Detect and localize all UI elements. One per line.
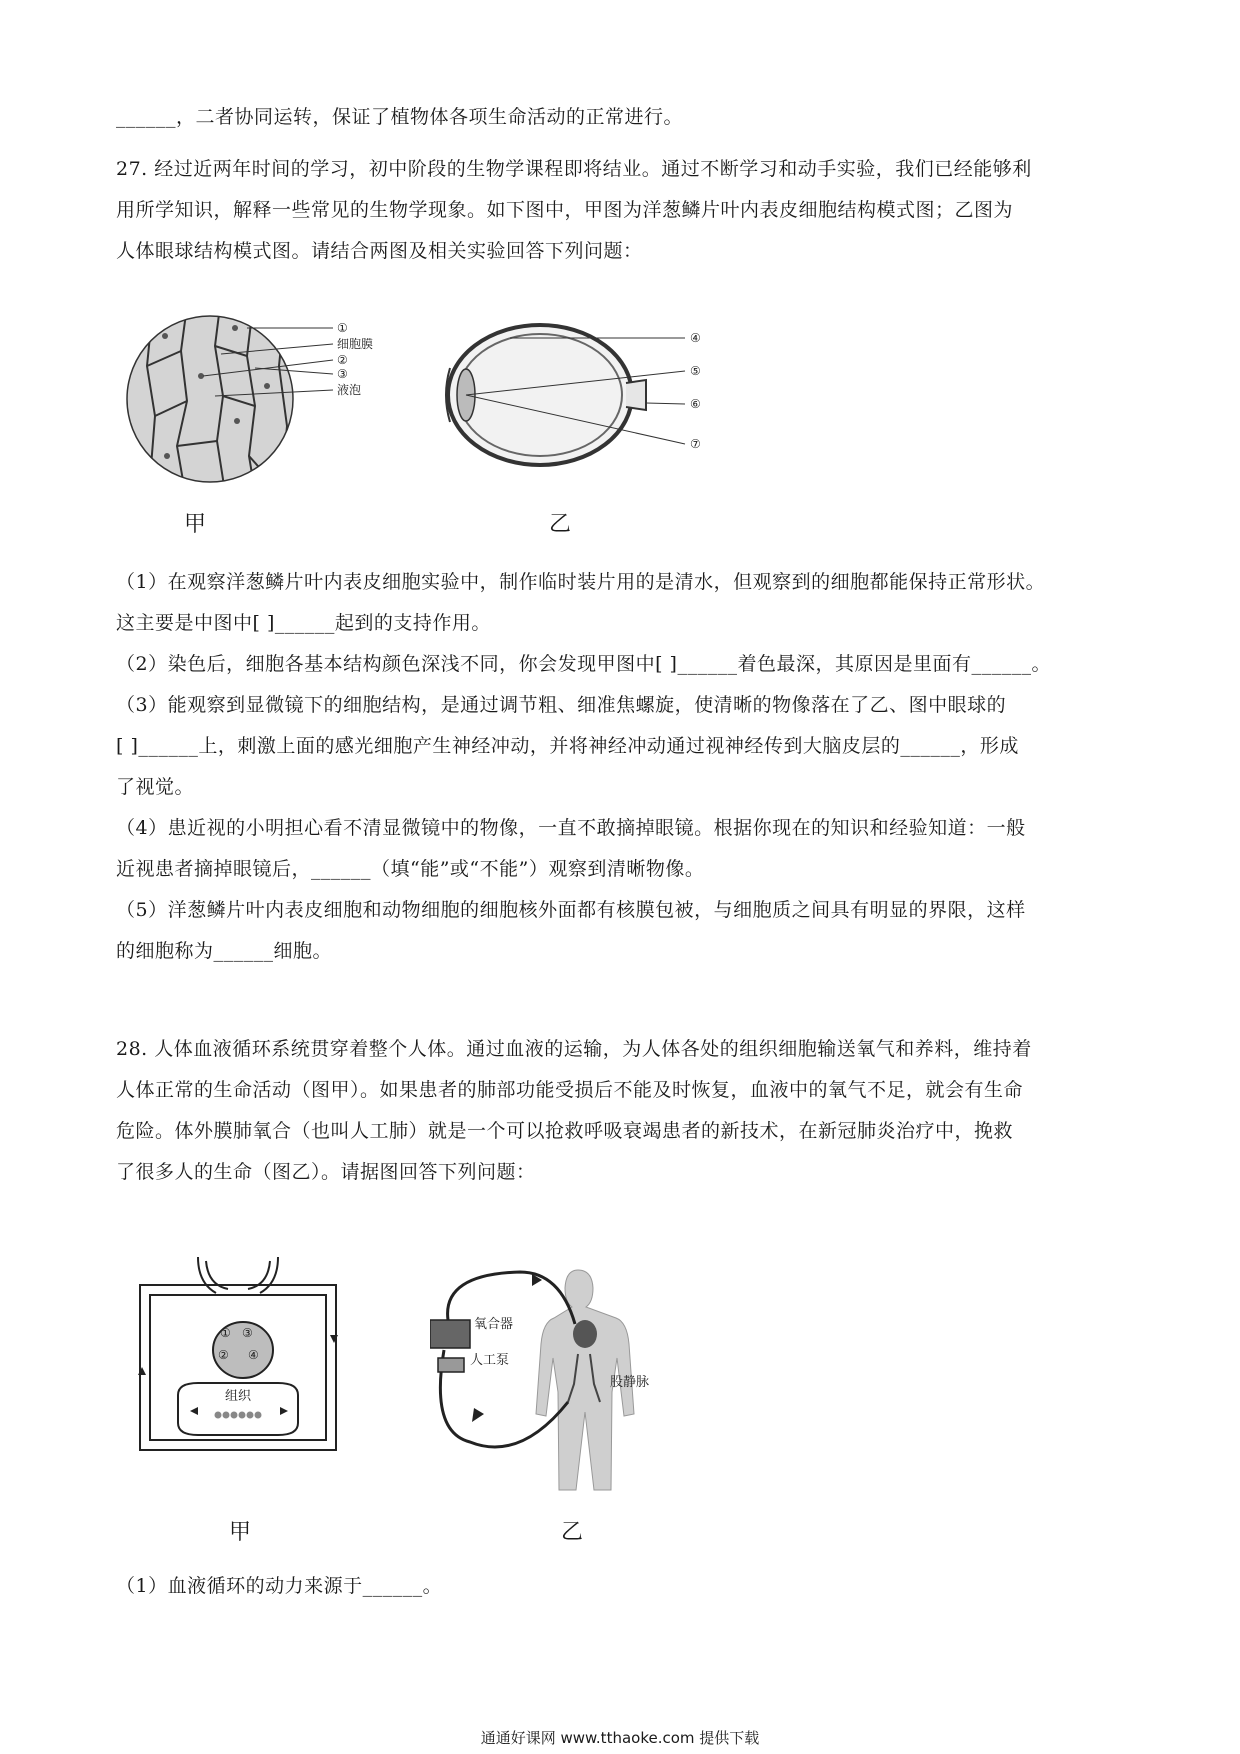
- q27-question-5-line: 的细胞称为______细胞。: [116, 940, 333, 962]
- q27-stem-line: 用所学知识，解释一些常见的生物学现象。如下图中，甲图为洋葱鳞片叶内表皮细胞结构模式图；乙图为: [116, 199, 1014, 221]
- q27-figure-yi-eyeball: [440, 318, 720, 473]
- label-2: ②: [337, 353, 348, 367]
- q26-tail: ______，二者协同运转，保证了植物体各项生命活动的正常进行。: [116, 106, 684, 128]
- heart-chamber-4: ④: [248, 1348, 259, 1362]
- ecmo-heart-icon: [573, 1320, 597, 1348]
- q27-question-5-line: （5）洋葱鳞片叶内表皮细胞和动物细胞的细胞核外面都有核膜包被，与细胞质之间具有明显的界限，这样: [116, 899, 1026, 921]
- q27-question-1-line: （1）在观察洋葱鳞片叶内表皮细胞实验中，制作临时装片用的是清水，但观察到的细胞都能保持正常形状。: [116, 571, 1046, 593]
- q27-question-4-line: （4）患近视的小明担心看不清显微镜中的物像，一直不敢摘掉眼镜。根据你现在的知识和经验知道：一般: [116, 817, 1026, 839]
- tissue-label: 组织: [225, 1389, 252, 1404]
- tissue-cells: [215, 1412, 262, 1419]
- optic-nerve: [626, 380, 646, 410]
- q28-caption-yi: 乙: [561, 1520, 584, 1545]
- q27-question-2-line: （2）染色后，细胞各基本结构颜色深浅不同，你会发现甲图中[ ]______着色最深，其原因是里面有______。: [116, 653, 1051, 675]
- q28-figure-yi-ecmo: [430, 1262, 675, 1494]
- tube-arrow-icon: [472, 1408, 484, 1422]
- q28-questions: [116, 1566, 1126, 1607]
- q28-stem-line: 了很多人的生命（图乙）。请据图回答下列问题：: [116, 1161, 536, 1183]
- oxygenator-device: [430, 1320, 470, 1348]
- label-pump: 人工泵: [470, 1353, 510, 1368]
- q27-caption-jia: 甲: [184, 512, 207, 537]
- label-7: ⑦: [690, 437, 701, 451]
- q28-stem: [116, 1029, 1126, 1193]
- label-1: ①: [337, 321, 348, 335]
- q27-question-3-line: 了视觉。: [116, 776, 195, 798]
- q27-stem-line: 27. 经过近两年时间的学习，初中阶段的生物学课程即将结业。通过不断学习和动手实验，我们已经能够利: [116, 158, 1032, 180]
- q27-questions: [116, 562, 1126, 972]
- q28-figure-jia-circulation: [138, 1255, 348, 1460]
- q27-stem: [116, 149, 1126, 272]
- heart-chamber-2: ②: [218, 1348, 229, 1362]
- label-3: ③: [337, 367, 348, 381]
- heart-chamber-1: ①: [220, 1326, 231, 1340]
- label-6: ⑥: [690, 397, 701, 411]
- pump-device: [438, 1358, 464, 1372]
- q27-question-3-line: [ ]______上，刺激上面的感光细胞产生神经冲动，并将神经冲动通过视神经传到大脑皮层的______，形成: [116, 735, 1019, 757]
- label-cell-membrane: 细胞膜: [337, 337, 374, 351]
- q27-question-4-line: 近视患者摘掉眼镜后，______（填“能”或“不能”）观察到清晰物像。: [116, 858, 705, 880]
- q27-question-3-line: （3）能观察到显微镜下的细胞结构，是通过调节粗、细准焦螺旋，使清晰的物像落在了乙、图中眼球的: [116, 694, 1007, 716]
- q28-caption-jia: 甲: [229, 1520, 252, 1545]
- label-vacuole: 液泡: [337, 383, 362, 397]
- heart-chamber-3: ③: [242, 1326, 253, 1340]
- q28-stem-line: 28. 人体血液循环系统贯穿着整个人体。通过血液的运输，为人体各处的组织细胞输送氧气和养料，维持着: [116, 1038, 1032, 1060]
- q27-stem-line: 人体眼球结构模式图。请结合两图及相关实验回答下列问题：: [116, 240, 643, 262]
- q28-stem-line: 危险。体外膜肺氧合（也叫人工肺）就是一个可以抢救呼吸衰竭患者的新技术，在新冠肺炎治疗中，挽救: [116, 1120, 1014, 1142]
- label-oxygenator: 氧合器: [474, 1317, 514, 1332]
- q27-figure-jia-onion-cells: [125, 306, 415, 492]
- q28-stem-line: 人体正常的生命活动（图甲）。如果患者的肺部功能受损后不能及时恢复，血液中的氧气不足，就会有生命: [116, 1079, 1024, 1101]
- q28-question-1-line: （1）血液循环的动力来源于______。: [116, 1575, 443, 1597]
- q27-caption-yi: 乙: [549, 512, 572, 537]
- label-femoral-vein: 股静脉: [610, 1375, 650, 1390]
- label-4: ④: [690, 331, 701, 345]
- page-footer: 通通好课网 www.tthaoke.com 提供下载: [480, 1729, 760, 1747]
- label-5: ⑤: [690, 364, 701, 378]
- q27-question-1-line: 这主要是中图中[ ]______起到的支持作用。: [116, 612, 491, 634]
